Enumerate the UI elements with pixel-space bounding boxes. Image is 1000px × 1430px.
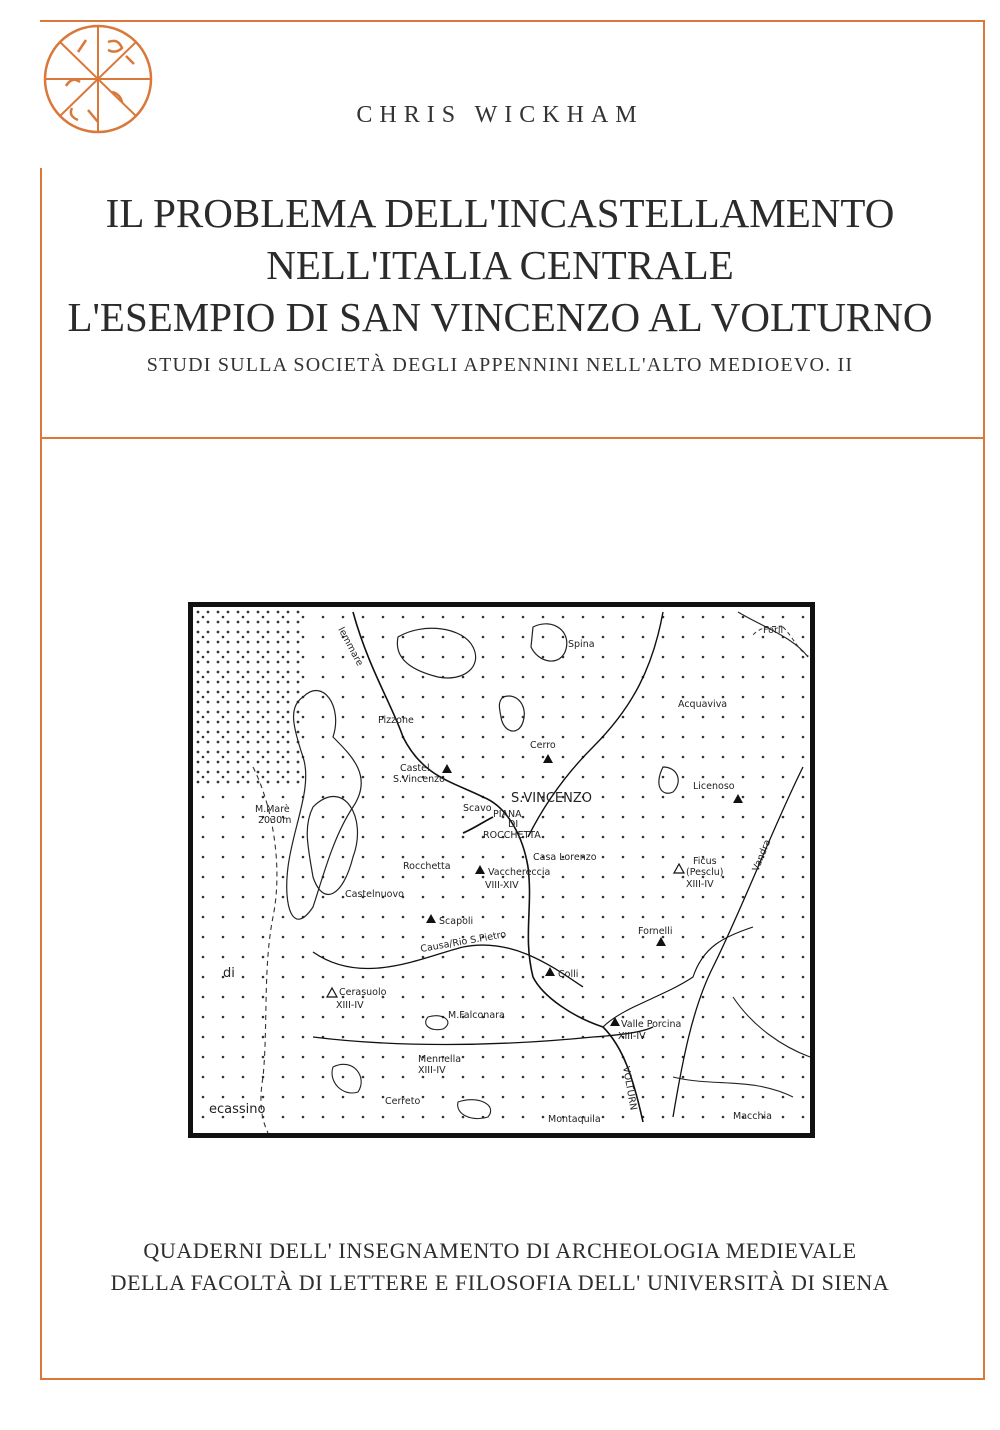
map-label-colli: Colli: [558, 969, 579, 980]
footer-line-2: DELLA FACOLTÀ DI LETTERE E FILOSOFIA DELL' UNIVERSITÀ DI SIENA: [110, 1270, 890, 1295]
title-line-1: IL PROBLEMA DELL'INCASTELLAMENTO: [105, 190, 895, 236]
map-label-piana-3: ROCCHETTA: [483, 830, 541, 841]
map-label-cerro: Cerro: [530, 740, 556, 751]
map-label-scapoli: Scapoli: [439, 916, 474, 927]
author-name: CHRIS WICKHAM: [356, 102, 644, 128]
map-label-montaquila: Montaquila: [548, 1114, 601, 1125]
map-label-fornelli: Fornelli: [638, 926, 673, 937]
map-label-ficus-1: Ficus: [693, 856, 717, 867]
map-label-cerasuolo-date: XIII-IV: [336, 1000, 364, 1011]
frame-top-line: [40, 20, 985, 22]
map-label-spina: Spina: [568, 639, 595, 650]
map-label-ecassino: ecassino: [209, 1102, 266, 1117]
map-label-vandra: Vandra: [750, 838, 774, 874]
map-label-scavo: Scavo: [463, 803, 492, 814]
map-label-piana-1: PIANA: [493, 809, 522, 820]
map-label-mennella-date: XIII-IV: [418, 1065, 446, 1076]
map-label-forli: Forlì: [763, 625, 784, 636]
map-label-castel-2: S.Vincenzo: [393, 774, 445, 785]
map-label-macchia: Macchia: [733, 1111, 772, 1122]
title-line-3: L'ESEMPIO DI SAN VINCENZO AL VOLTURNO: [67, 294, 933, 340]
map-label-valle-porcina-date: XIII-IV: [618, 1031, 646, 1042]
map-label-di: di: [223, 966, 235, 981]
map-label-cerasuolo: Cerasuolo: [339, 987, 387, 998]
map-label-vacchereccia-date: VIII-XIV: [485, 880, 519, 891]
footer-line-1: QUADERNI DELL' INSEGNAMENTO DI ARCHEOLOGIA MEDIEVALE: [143, 1238, 857, 1263]
map-label-acquaviva: Acquaviva: [678, 699, 728, 710]
map-label-falconara: M.Falconara: [448, 1010, 505, 1021]
map-label-ficus-2: (Pesclu): [686, 867, 724, 878]
map-label-cerreto: Cerreto: [385, 1096, 421, 1107]
map-label-mmare-1: M.Marè: [255, 804, 290, 815]
frame-bottom-line: [40, 1378, 985, 1380]
map-label-casa-lorenzo: Casa Lorenzo: [533, 852, 597, 863]
map-label-svincenzo: S.VINCENZO: [511, 791, 592, 806]
map-label-piana-2: DI: [508, 819, 519, 830]
map-label-mennella: Mennella: [418, 1054, 462, 1065]
map-label-volturno: VOLTURN: [620, 1065, 639, 1112]
map-label-valle-porcina: Valle Porcina: [621, 1019, 682, 1030]
frame-divider-line: [40, 437, 985, 439]
map-label-vacchereccia: Vacchereccia: [488, 867, 551, 878]
map-label-mmare-2: 2030m: [258, 815, 292, 826]
map-label-lemmare: Iemmare: [335, 625, 366, 668]
map-label-licenoso: Licenoso: [693, 781, 735, 792]
title-line-2: NELL'ITALIA CENTRALE: [266, 242, 734, 288]
map-label-ficus-date: XIII-IV: [686, 879, 714, 890]
frame-left-line: [40, 168, 42, 1379]
series-subtitle: STUDI SULLA SOCIETÀ DEGLI APPENNINI NELL'ALTO MEDIOEVO. II: [146, 354, 854, 376]
map-label-castel-1: Castel: [400, 763, 430, 774]
map-illustration: [188, 602, 815, 1138]
map-label-rocchetta: Rocchetta: [403, 861, 451, 872]
map-label-pizzone: Pizzone: [378, 715, 414, 726]
map-label-causa: Causa/Rio S.Pietro: [419, 929, 508, 955]
map-label-castelnuovo: Castelnuovo: [345, 889, 404, 900]
